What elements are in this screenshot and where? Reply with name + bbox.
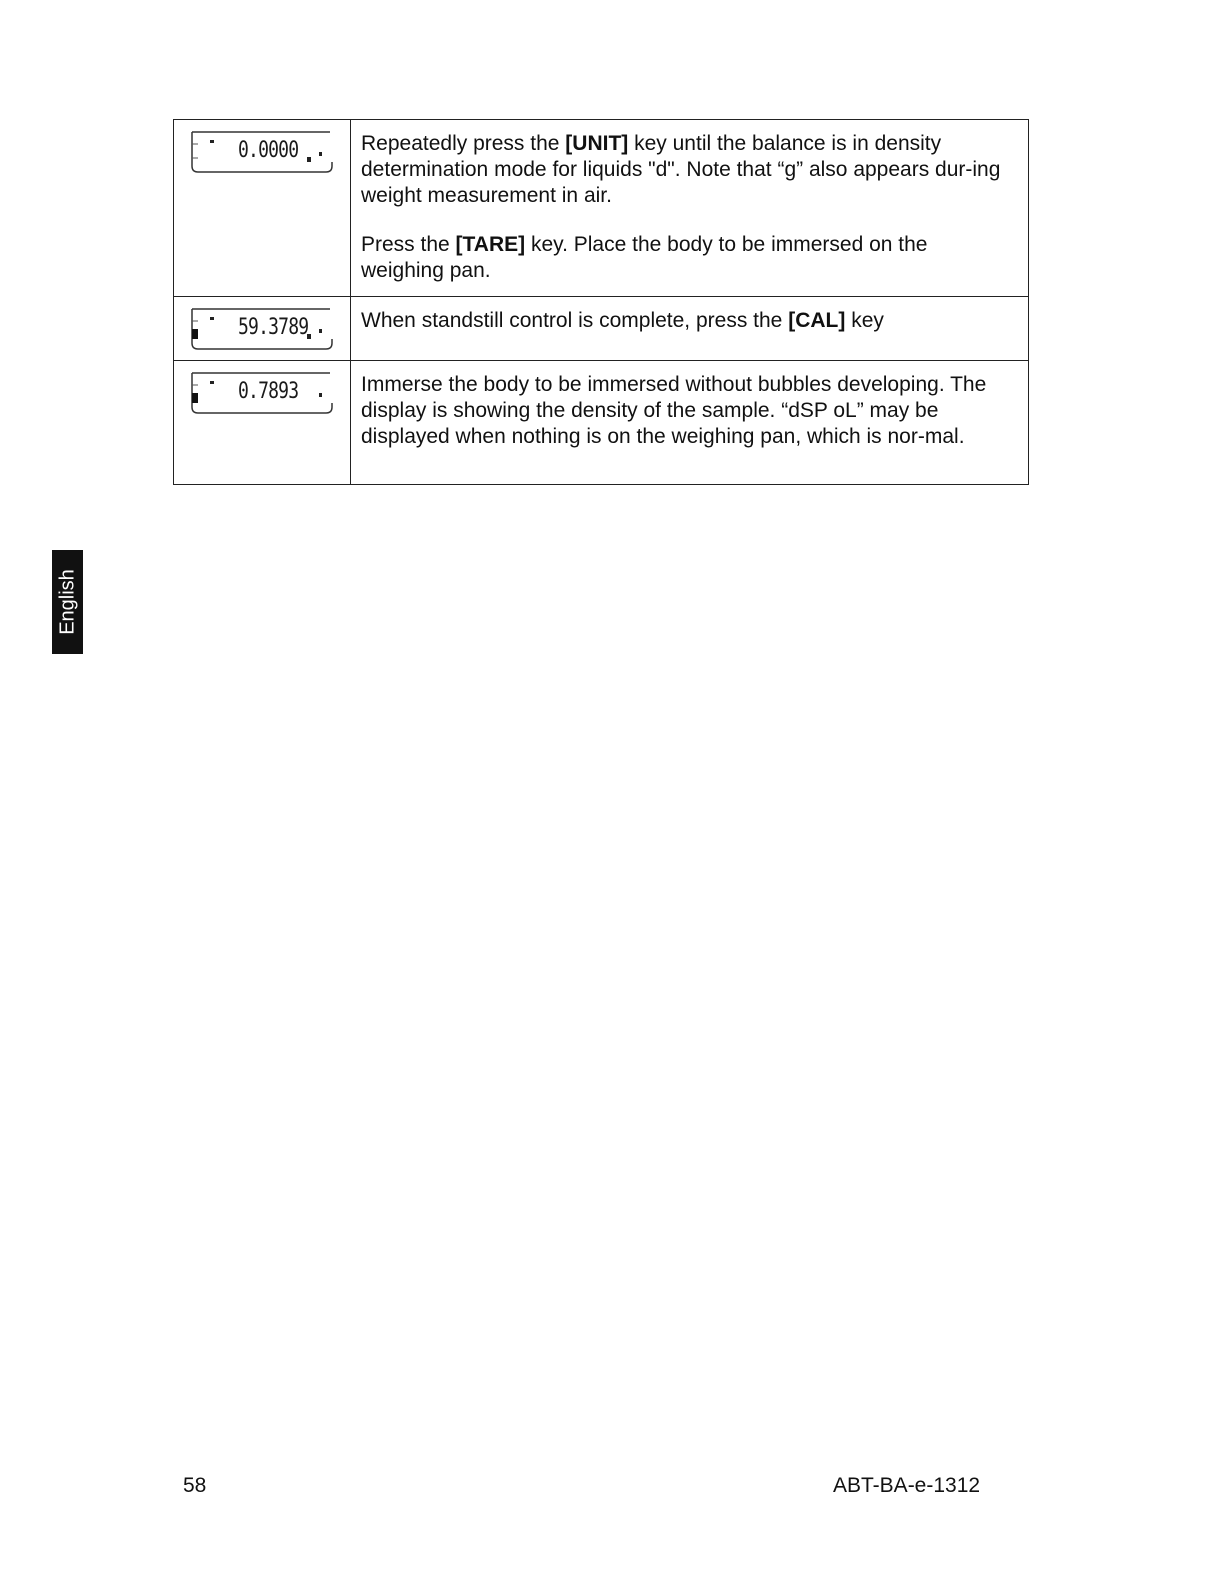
cal-key-label: [CAL] [788, 309, 846, 332]
language-tab [52, 550, 83, 654]
tare-key-label: [TARE] [455, 233, 526, 256]
display-value: 0.7893 [238, 379, 299, 404]
instruction-paragraph: Press the [TARE] key. Place the body to be immersed on the weighing pan. [361, 233, 928, 282]
instruction-cell [351, 120, 1029, 297]
balance-display [190, 307, 334, 351]
display-value: 0.0000 [238, 138, 299, 163]
table-row [174, 361, 1029, 485]
display-cell [174, 297, 351, 361]
display-cell [174, 361, 351, 485]
instruction-paragraph: When standstill control is complete, press the [CAL] key [361, 309, 884, 332]
display-value: 59.3789 [238, 315, 309, 340]
display-cell [174, 120, 351, 297]
table-row [174, 297, 1029, 361]
table-row [174, 120, 1029, 297]
instruction-paragraph: Repeatedly press the [UNIT] key until the balance is in density determination mode for liquids "d". Note that “g” also appears dur-ing weight measurement in air. [361, 132, 1001, 207]
language-label: English [56, 569, 78, 635]
density-steps-table [173, 119, 1029, 485]
instruction-cell [351, 297, 1029, 361]
unit-key-label: [UNIT] [565, 132, 629, 155]
page-number: 58 [183, 1474, 207, 1497]
balance-display [190, 371, 334, 415]
instruction-paragraph: Immerse the body to be immersed without bubbles developing. The display is showing the density of the sample. “dSP oL” may be displayed when nothing is on the weighing pan, which is nor-mal. [361, 373, 987, 448]
balance-display [190, 130, 334, 174]
document-code: ABT-BA-e-1312 [833, 1474, 981, 1497]
instruction-cell [351, 361, 1029, 485]
